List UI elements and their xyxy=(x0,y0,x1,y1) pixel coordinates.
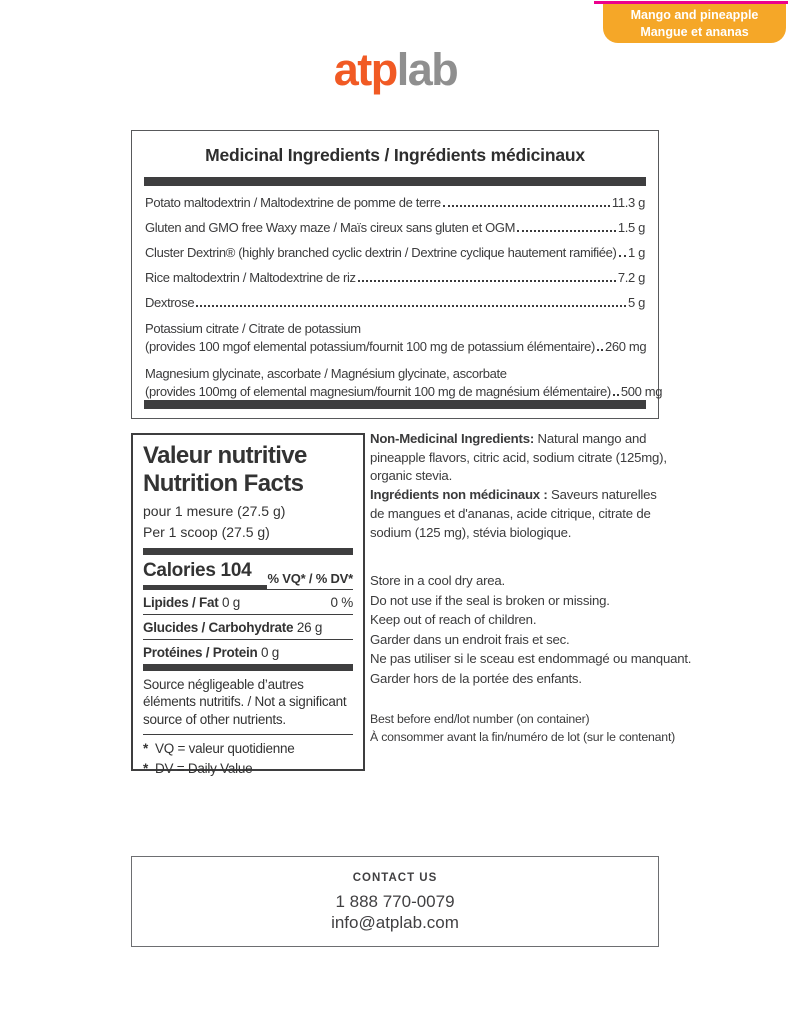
footnote-text: DV = Daily Value xyxy=(155,760,253,776)
nutrient-label: Protéines / Protein xyxy=(143,644,258,660)
footnote-divider xyxy=(143,734,353,778)
ingredient-name: Dextrose xyxy=(145,295,195,310)
nutrient-row xyxy=(143,639,353,664)
divider-bar xyxy=(143,548,353,555)
storage-line: Garder dans un endroit frais et sec. xyxy=(370,631,570,647)
nutrient-amount: 26 g xyxy=(296,619,323,635)
best-before-line-fr: À consommer avant la fin/numéro de lot (sur le contenant) xyxy=(370,729,676,744)
serving-size-fr: pour 1 mesure (27.5 g) xyxy=(143,502,286,519)
serving-size-en: Per 1 scoop (27.5 g) xyxy=(143,524,270,541)
footnote xyxy=(143,759,353,779)
calories-value: Calories 104 xyxy=(143,560,267,589)
nutrition-title-fr: Valeur nutritive xyxy=(143,442,307,469)
asterisk: * xyxy=(143,741,149,757)
contact-title: CONTACT US xyxy=(352,872,438,884)
flavour-badge-line-fr: Mangue et ananas xyxy=(640,24,749,39)
storage-instructions xyxy=(370,571,700,688)
ingredient-row xyxy=(145,295,645,311)
ingredient-amount: 5 g xyxy=(627,295,645,310)
ingredient-amount: 1 g xyxy=(627,245,645,260)
ingredient-amount: 500 mg xyxy=(620,384,663,399)
non-medicinal-label-fr: Ingrédients non médicinaux : xyxy=(370,487,548,503)
insignificant-source-note: Source négligeable d’autres éléments nutritifs. / Not a significant source of other nutrients. xyxy=(143,676,347,727)
dot-leader xyxy=(619,255,626,257)
ingredient-row xyxy=(145,270,645,286)
ingredient-detail-row xyxy=(145,338,645,356)
ingredient-name: Rice maltodextrin / Maltodextrine de riz xyxy=(145,270,356,285)
ingredient-amount: 7.2 g xyxy=(617,270,645,285)
nutrition-facts-panel xyxy=(131,433,365,776)
storage-line: Ne pas utiliser si le sceau est endommagé ou manquant. xyxy=(370,651,692,667)
daily-value-header: % VQ* / % DV* xyxy=(267,570,353,586)
flavour-badge-line-en: Mango and pineapple xyxy=(630,7,759,22)
ingredient-row xyxy=(145,220,645,236)
calories-row xyxy=(143,560,353,589)
non-medicinal-label-en: Non-Medicinal Ingredients: xyxy=(370,431,535,446)
divider-bar xyxy=(143,664,353,671)
best-before-note xyxy=(370,711,700,747)
ingredient-name: Potassium citrate / Citrate de potassium xyxy=(145,321,361,336)
ingredient-detail: (provides 100mg of elemental magnesium/fournit 100 mg de magnésium élémentaire) xyxy=(145,384,611,399)
brand-logo xyxy=(0,44,791,96)
ingredient-detail: (provides 100 mgof elemental potassium/fournit 100 mg de potassium élémentaire) xyxy=(145,339,595,354)
ingredient-amount: 1.5 g xyxy=(617,220,645,235)
ingredient-row xyxy=(145,365,663,401)
flavour-badge xyxy=(603,4,786,43)
nutrient-amount: 0 g xyxy=(222,594,241,610)
asterisk: * xyxy=(143,760,149,776)
nutrient-row xyxy=(143,614,353,639)
storage-line: Do not use if the seal is broken or missing. xyxy=(370,592,610,608)
ingredient-row xyxy=(145,320,645,356)
dot-leader xyxy=(613,394,619,396)
contact-panel xyxy=(131,856,659,947)
divider-bar xyxy=(144,400,646,409)
dot-leader xyxy=(443,205,610,207)
best-before-line-en: Best before end/lot number (on container) xyxy=(370,712,590,726)
medicinal-ingredients-panel xyxy=(131,130,663,419)
nutrient-name-value xyxy=(143,620,322,635)
contact-email: info@atplab.com xyxy=(331,913,459,932)
non-medicinal-ingredients xyxy=(370,430,670,542)
ingredient-amount: 11.3 g xyxy=(611,195,645,210)
nutrient-amount: 0 g xyxy=(261,644,280,660)
dot-leader xyxy=(597,349,603,351)
ingredient-row xyxy=(145,245,645,261)
storage-line: Keep out of reach of children. xyxy=(370,612,537,628)
non-medicinal-text-fr: Saveurs naturelles de mangues et d'ananas, acide citrique, citrate de sodium (125 mg), stévia biologique. xyxy=(370,487,657,540)
non-medicinal-text-en: Natural mango and pineapple flavors, citric acid, sodium citrate (125mg), organic stevia. xyxy=(370,431,667,484)
storage-line: Store in a cool dry area. xyxy=(370,573,506,588)
ingredient-row xyxy=(145,195,645,211)
ingredient-name: Magnesium glycinate, ascorbate / Magnésium glycinate, ascorbate xyxy=(145,366,507,381)
nutrient-row xyxy=(143,589,353,614)
footnote-text: VQ = valeur quotidienne xyxy=(155,741,295,757)
divider-bar xyxy=(144,177,646,186)
contact-phone: 1 888 770-0079 xyxy=(335,892,455,911)
brand-logo-atp: atp xyxy=(333,44,397,95)
ingredient-amount: 260 mg xyxy=(605,339,647,354)
nutrient-label: Lipides / Fat xyxy=(143,594,219,610)
nutrient-name-value xyxy=(143,645,279,660)
ingredient-name: Gluten and GMO free Waxy maze / Maïs cireux sans gluten et OGM xyxy=(145,220,516,235)
nutrient-dv: 0 % xyxy=(330,594,353,610)
dot-leader xyxy=(358,280,616,282)
ingredient-detail-row xyxy=(145,383,663,401)
brand-logo-lab: lab xyxy=(396,44,458,95)
medicinal-panel-title: Medicinal Ingredients / Ingrédients médicinaux xyxy=(205,145,585,165)
ingredient-list xyxy=(145,195,663,401)
storage-line: Garder hors de la portée des enfants. xyxy=(370,670,582,686)
nutrient-label: Glucides / Carbohydrate xyxy=(143,619,294,635)
dot-leader xyxy=(517,230,616,232)
nutrient-name-value xyxy=(143,595,240,610)
ingredient-name: Cluster Dextrin® (highly branched cyclic dextrin / Dextrine cyclique hautement ramifiée) xyxy=(145,245,617,260)
dot-leader xyxy=(196,305,626,307)
ingredient-name: Potato maltodextrin / Maltodextrine de pomme de terre xyxy=(145,195,441,210)
footnote xyxy=(143,739,353,759)
nutrition-title-en: Nutrition Facts xyxy=(143,470,304,498)
